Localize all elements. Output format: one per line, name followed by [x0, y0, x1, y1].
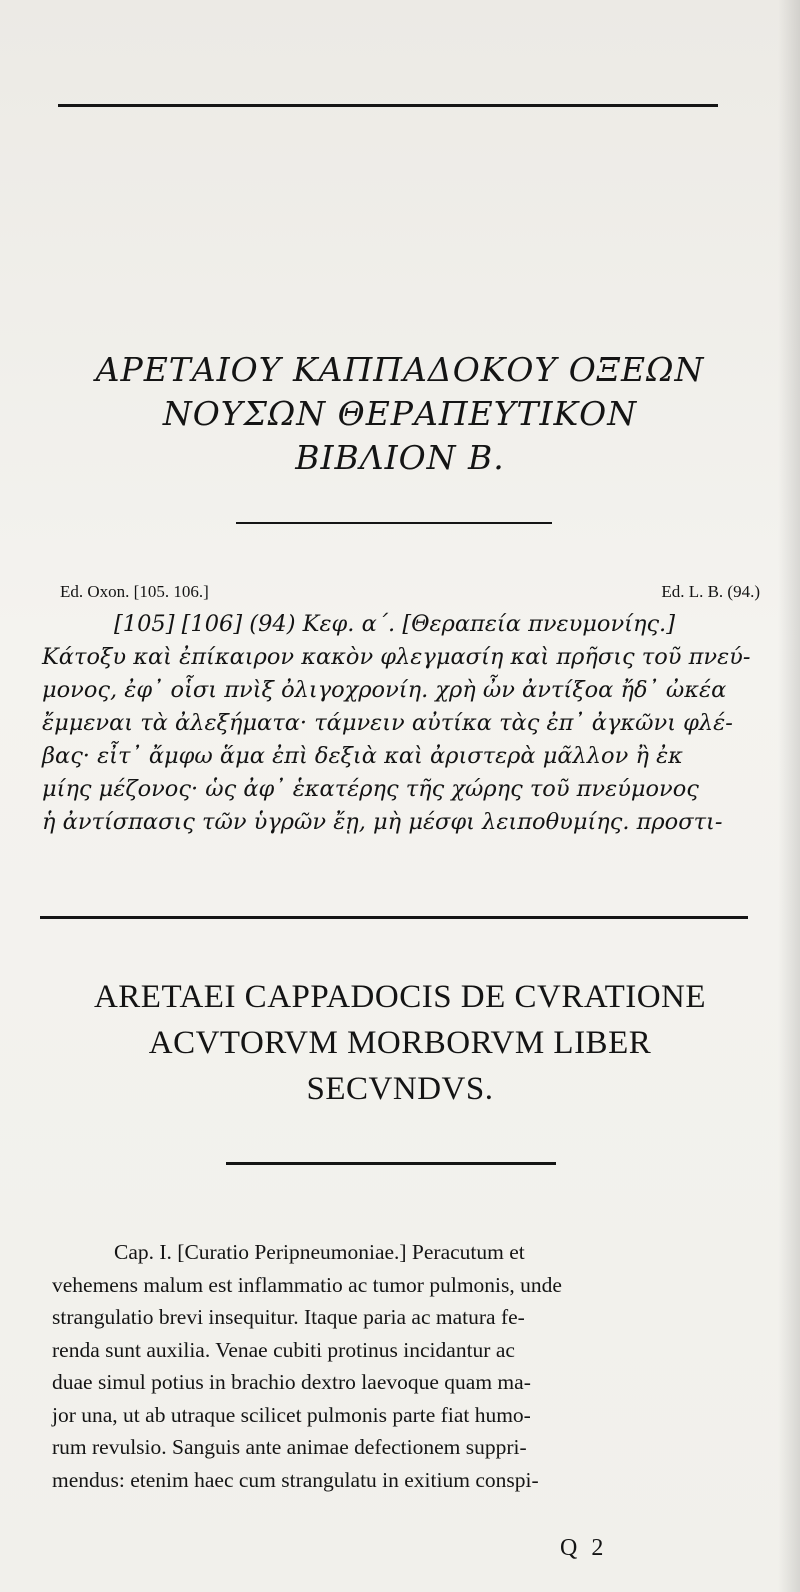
greek-title: [60, 348, 740, 480]
greek-title-line-3: ΒΙΒΛΙΟΝ Β.: [295, 438, 505, 477]
greek-text: [42, 608, 754, 839]
latin-title-line-2: ACVTORVM MORBORVM LIBER: [148, 1025, 652, 1061]
greek-line: βας· εἶτ᾽ ἄμφω ἅμα ἐπὶ δεξιὰ καὶ ἀριστερὰ μᾶλλον ἢ ἐκ: [42, 743, 683, 769]
greek-line: μονος, ἐφ᾽ οἷσι πνὶξ ὀλιγοχρονίη. χρὴ ὦν ἀντίξοα ἤδ᾽ ὠκέα: [42, 677, 727, 703]
edition-left: Ed. Oxon. [105. 106.]: [60, 582, 209, 601]
latin-title-line-1: ARETAEI CAPPADOCIS DE CVRATIONE: [93, 979, 707, 1015]
latin-line: mendus: etenim haec cum strangulatu in exitium conspi-: [52, 1467, 539, 1492]
latin-line: rum revulsio. Sanguis ante animae defectionem suppri-: [52, 1435, 527, 1459]
greek-line: ἡ ἀντίσπασις τῶν ὑγρῶν ἔῃ, μὴ μέσφι λειποθυμίης. προστι-: [42, 809, 723, 835]
greek-title-rule: [236, 522, 552, 524]
greek-line: Κάτοξυ καὶ ἐπίκαιρον κακὸν φλεγμασίη καὶ πρῆσις τοῦ πνεύ-: [42, 644, 751, 670]
page-edge-shadow: [778, 0, 800, 1592]
latin-title: [40, 974, 760, 1112]
edition-right: Ed. L. B. (94.): [661, 582, 760, 601]
latin-line: strangulatio brevi insequitur. Itaque paria ac matura fe-: [52, 1305, 525, 1329]
section-divider-rule: [40, 916, 748, 919]
latin-line: vehemens malum est inflammatio ac tumor pulmonis, unde: [52, 1272, 562, 1297]
greek-title-line-2: ΝΟΥΣΩΝ ΘΕΡΑΠΕΥΤΙΚΟΝ: [162, 394, 638, 433]
latin-title-line-3: SECVNDVS.: [306, 1071, 494, 1107]
greek-line: ἔμμεναι τὰ ἀλεξήματα· τάμνειν αὐτίκα τὰς ἐπ᾽ ἀγκῶνι φλέ-: [42, 710, 733, 736]
top-rule: [58, 104, 718, 107]
edition-references: [60, 582, 760, 602]
greek-line: μίης μέζονος· ὡς ἀφ᾽ ἑκατέρης τῆς χώρης τοῦ πνεύμονος: [42, 776, 699, 802]
latin-line: renda sunt auxilia. Venae cubiti protinus incidantur ac: [52, 1337, 515, 1362]
greek-title-line-1: ΑΡΕΤΑΙΟΥ ΚΑΠΠΑΔΟΚΟΥ ΟΞΕΩΝ: [95, 350, 705, 389]
latin-line: Cap. I. [Curatio Peripneumoniae.] Peracutum et: [114, 1240, 525, 1264]
greek-line: [105] [106] (94) Κεφ. α΄. [Θεραπεία πνευμονίης.]: [114, 611, 675, 637]
latin-title-rule: [226, 1162, 556, 1165]
latin-line: duae simul potius in brachio dextro laevoque quam ma-: [52, 1370, 531, 1394]
latin-text: [52, 1236, 752, 1496]
latin-line: jor una, ut ab utraque scilicet pulmonis parte fiat humo-: [52, 1402, 531, 1427]
signature-mark: Q 2: [560, 1535, 608, 1561]
